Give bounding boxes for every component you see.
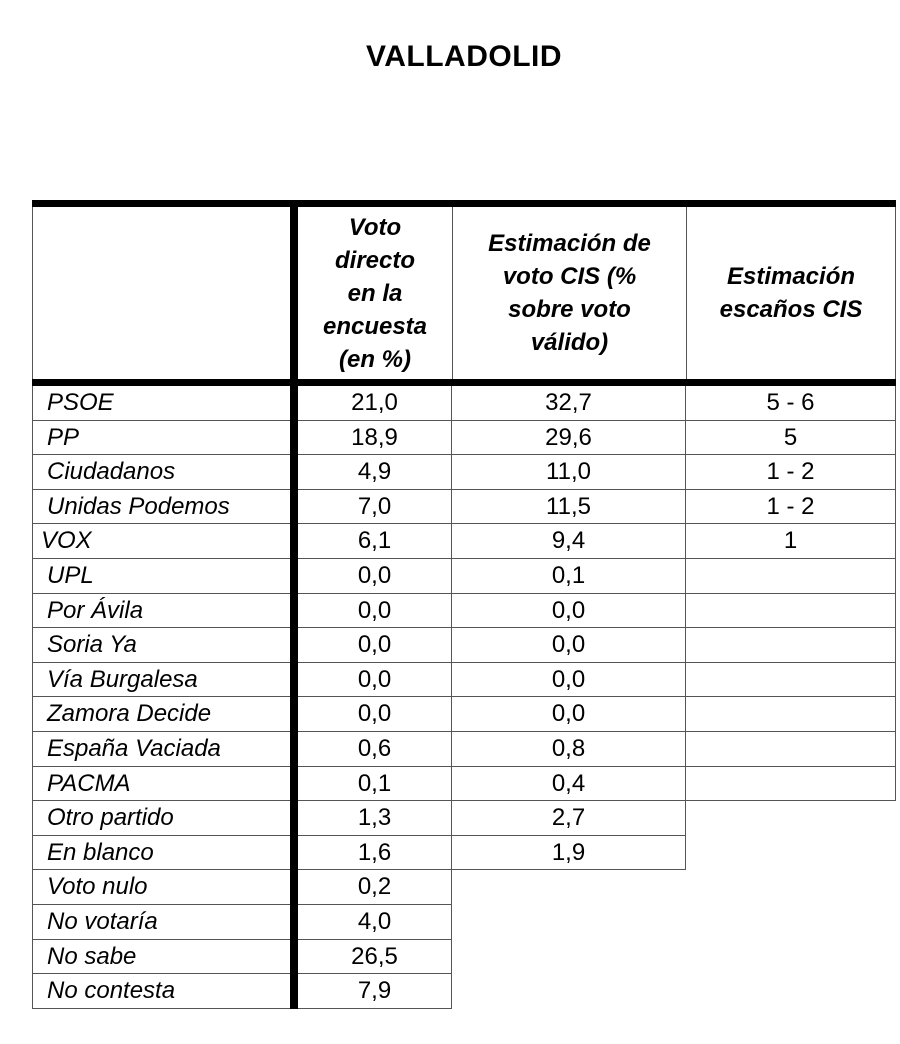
estimacion-voto-value: 9,4 bbox=[452, 524, 686, 559]
party-name: Voto nulo bbox=[32, 870, 290, 905]
estimacion-escanos-value bbox=[686, 594, 896, 629]
table-row bbox=[0, 628, 900, 663]
table-row bbox=[0, 386, 900, 421]
estimacion-voto-value: 0,0 bbox=[452, 697, 686, 732]
voto-directo-value: 4,9 bbox=[298, 455, 452, 490]
voto-directo-value: 0,0 bbox=[298, 628, 452, 663]
header-top-rule bbox=[32, 200, 896, 207]
voto-directo-value: 1,6 bbox=[298, 836, 452, 871]
estimacion-escanos-value bbox=[686, 663, 896, 698]
estimacion-voto-value: 11,0 bbox=[452, 455, 686, 490]
table-body bbox=[0, 386, 900, 1009]
party-name: Soria Ya bbox=[32, 628, 290, 663]
thick-divider bbox=[290, 421, 298, 456]
table-row bbox=[0, 836, 900, 871]
party-name: No contesta bbox=[32, 974, 290, 1009]
party-name: Por Ávila bbox=[32, 594, 290, 629]
thick-divider bbox=[290, 594, 298, 629]
estimacion-escanos-value bbox=[686, 628, 896, 663]
thick-divider bbox=[290, 801, 298, 836]
table-row bbox=[0, 870, 900, 905]
header-estimacion-voto bbox=[453, 207, 686, 379]
estimacion-voto-value: 0,0 bbox=[452, 663, 686, 698]
thick-divider bbox=[290, 767, 298, 802]
header-line: Voto bbox=[348, 213, 402, 241]
thick-divider bbox=[290, 628, 298, 663]
table-row bbox=[0, 905, 900, 940]
estimacion-escanos-value bbox=[686, 732, 896, 767]
header-party-cell bbox=[33, 207, 290, 379]
estimacion-escanos-value: 1 - 2 bbox=[686, 490, 896, 525]
table-row bbox=[0, 455, 900, 490]
thick-divider bbox=[290, 559, 298, 594]
thick-divider bbox=[290, 663, 298, 698]
voto-directo-value: 6,1 bbox=[298, 524, 452, 559]
header-estimacion-escanos bbox=[687, 207, 895, 379]
estimacion-voto-value: 0,4 bbox=[452, 767, 686, 802]
table-row bbox=[0, 940, 900, 975]
party-name: Otro partido bbox=[32, 801, 290, 836]
voto-directo-value: 0,0 bbox=[298, 559, 452, 594]
thick-divider bbox=[290, 905, 298, 940]
voto-directo-value: 0,2 bbox=[298, 870, 452, 905]
party-name: No votaría bbox=[32, 905, 290, 940]
estimacion-voto-value: 0,1 bbox=[452, 559, 686, 594]
party-name: PSOE bbox=[32, 386, 290, 421]
header-thick-divider bbox=[290, 207, 298, 379]
party-name: UPL bbox=[32, 559, 290, 594]
header-line: en la bbox=[347, 279, 403, 307]
thick-divider bbox=[290, 386, 298, 421]
voto-directo-value: 7,9 bbox=[298, 974, 452, 1009]
estimacion-escanos-value bbox=[686, 767, 896, 802]
voto-directo-value: 26,5 bbox=[298, 940, 452, 975]
table-row bbox=[0, 801, 900, 836]
estimacion-voto-value: 11,5 bbox=[452, 490, 686, 525]
table-row bbox=[0, 594, 900, 629]
table-row bbox=[0, 732, 900, 767]
party-name: Ciudadanos bbox=[32, 455, 290, 490]
estimacion-voto-value: 0,0 bbox=[452, 594, 686, 629]
header-voto-directo bbox=[298, 207, 452, 379]
header-line: sobre voto bbox=[508, 296, 631, 323]
thick-divider bbox=[290, 490, 298, 525]
table-row bbox=[0, 767, 900, 802]
estimacion-escanos-value: 5 bbox=[686, 421, 896, 456]
thick-divider bbox=[290, 870, 298, 905]
party-name: Unidas Podemos bbox=[32, 490, 290, 525]
estimacion-escanos-value: 1 - 2 bbox=[686, 455, 896, 490]
header-line: Estimación bbox=[726, 263, 856, 290]
party-name: No sabe bbox=[32, 940, 290, 975]
header-line: escaños CIS bbox=[719, 296, 863, 323]
estimacion-voto-value: 0,8 bbox=[452, 732, 686, 767]
party-name: PP bbox=[32, 421, 290, 456]
party-name: Zamora Decide bbox=[32, 697, 290, 732]
voto-directo-value: 1,3 bbox=[298, 801, 452, 836]
thick-divider bbox=[290, 974, 298, 1009]
header-bottom-rule bbox=[32, 379, 896, 386]
thick-divider bbox=[290, 732, 298, 767]
header-line: Estimación de bbox=[488, 230, 651, 257]
table-row bbox=[0, 490, 900, 525]
estimacion-escanos-value bbox=[686, 697, 896, 732]
voto-directo-value: 21,0 bbox=[298, 386, 452, 421]
party-name: Vía Burgalesa bbox=[32, 663, 290, 698]
voto-directo-value: 0,0 bbox=[298, 594, 452, 629]
header-line: encuesta bbox=[322, 312, 428, 340]
party-name: En blanco bbox=[32, 836, 290, 871]
estimacion-escanos-value: 5 - 6 bbox=[686, 386, 896, 421]
voto-directo-value: 0,1 bbox=[298, 767, 452, 802]
party-name: VOX bbox=[32, 524, 290, 559]
header-line: (en %) bbox=[339, 345, 411, 373]
table-row bbox=[0, 697, 900, 732]
table-row bbox=[0, 663, 900, 698]
party-name: España Vaciada bbox=[32, 732, 290, 767]
estimacion-voto-value: 32,7 bbox=[452, 386, 686, 421]
estimacion-escanos-value bbox=[686, 559, 896, 594]
header-line: válido) bbox=[530, 329, 609, 356]
voto-directo-value: 0,6 bbox=[298, 732, 452, 767]
party-name: PACMA bbox=[32, 767, 290, 802]
estimacion-voto-value: 2,7 bbox=[452, 801, 686, 836]
thick-divider bbox=[290, 524, 298, 559]
voto-directo-value: 18,9 bbox=[298, 421, 452, 456]
page-title: VALLADOLID bbox=[365, 40, 563, 73]
estimacion-voto-value: 0,0 bbox=[452, 628, 686, 663]
thick-divider bbox=[290, 836, 298, 871]
thick-divider bbox=[290, 455, 298, 490]
table-row bbox=[0, 524, 900, 559]
estimacion-voto-value: 29,6 bbox=[452, 421, 686, 456]
header-line: directo bbox=[334, 246, 415, 274]
table-row bbox=[0, 974, 900, 1009]
voto-directo-value: 7,0 bbox=[298, 490, 452, 525]
header-line: voto CIS (% bbox=[502, 263, 637, 290]
voto-directo-value: 0,0 bbox=[298, 663, 452, 698]
estimacion-escanos-value: 1 bbox=[686, 524, 896, 559]
thick-divider bbox=[290, 940, 298, 975]
voto-directo-value: 4,0 bbox=[298, 905, 452, 940]
table-row bbox=[0, 559, 900, 594]
thick-divider bbox=[290, 697, 298, 732]
header-right-border bbox=[895, 207, 896, 379]
estimacion-voto-value: 1,9 bbox=[452, 836, 686, 871]
voto-directo-value: 0,0 bbox=[298, 697, 452, 732]
table-header bbox=[32, 200, 896, 386]
table-row bbox=[0, 421, 900, 456]
